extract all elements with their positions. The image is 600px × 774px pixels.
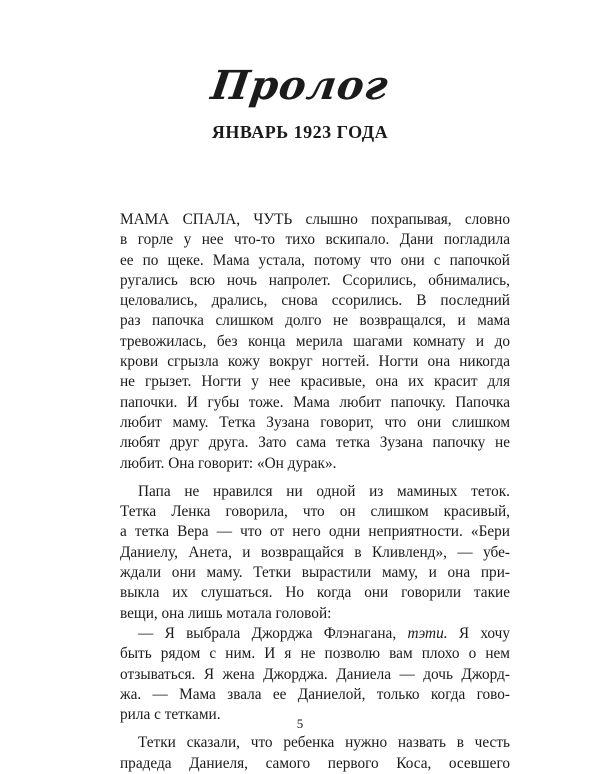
text-line: жа. — Мама звала ее Даниелой, только когда гово- bbox=[120, 685, 510, 703]
text-line: Тетка Ленка говорила, что он слишком красивый, bbox=[120, 503, 510, 521]
chapter-title: Пролог bbox=[208, 62, 392, 109]
text-line: тревожилась, без конца мерила шагами комнату и до bbox=[120, 332, 510, 350]
italic-word: тэти. bbox=[407, 624, 448, 642]
text-line: МАМА СПАЛА, ЧУТЬ слышно похрапывая, словно bbox=[120, 211, 510, 228]
paragraph-1 bbox=[120, 210, 510, 474]
text-line: — Я выбрала Джорджа Флэнагана, тэти. Я хочу bbox=[138, 624, 510, 642]
text-line: раз папочка слишком долго не возвращался, и мама bbox=[120, 312, 510, 330]
text-line: Даниелу, Анета, и возвращайся в Кливленд», — убе- bbox=[120, 543, 510, 561]
text-line: папочки. И губы тоже. Мама любит папочку. Папочка bbox=[120, 393, 510, 411]
text-line: рила с тетками. bbox=[120, 706, 221, 724]
paragraph-4 bbox=[120, 733, 510, 774]
text-line: любят друг друга. Зато сама тетка Зузана папочку не bbox=[120, 434, 510, 452]
text-line: Тетки сказали, что ребенка нужно назвать в честь bbox=[138, 734, 510, 752]
chapter-date: ЯНВАРЬ 1923 ГОДА bbox=[211, 122, 389, 142]
text-line: выкла их слушаться. Но когда они говорили такие bbox=[120, 584, 510, 602]
text-line: отзываться. Я жена Джорджа. Даниела — дочь Джорд- bbox=[120, 665, 510, 683]
text-line: в горле у нее что-то тихо вскипало. Дани погладила bbox=[120, 231, 510, 249]
text-line: любит. Она говорит: «Он дурак». bbox=[120, 454, 337, 472]
text-line: прадеда Даниеля, самого первого Коса, осевшего bbox=[120, 754, 510, 772]
text-line: целовались, дрались, снова ссорились. В последний bbox=[120, 292, 510, 310]
text-line: Папа не нравился ни одной из маминых теток. bbox=[138, 482, 510, 500]
text-line: быть рядом с ним. И я не позволю вам плохо о нем bbox=[120, 645, 510, 663]
text-line: не грызет. Ногти у нее красивые, она их красит для bbox=[120, 373, 510, 391]
page-number: 5 bbox=[296, 716, 304, 731]
text-line: крови сгрызла кожу вокруг ногтей. Ногти она никогда bbox=[120, 353, 510, 371]
paragraph-3 bbox=[120, 624, 510, 725]
body-text bbox=[120, 210, 510, 774]
text-line: вещи, она лишь мотала головой: bbox=[120, 604, 332, 622]
text-line: а тетка Вера — что от него одни неприятности. «Бери bbox=[120, 523, 510, 541]
text-line: ждали они маму. Тетки вырастили маму, и она при- bbox=[120, 564, 510, 582]
text-line: ее по щеке. Мама устала, потому что они с папочкой bbox=[120, 251, 510, 269]
text-line: ругались всю ночь напролет. Ссорились, обнимались, bbox=[120, 271, 510, 289]
text-line: любит маму. Тетка Зузана говорит, что они слишком bbox=[120, 413, 510, 431]
paragraph-2 bbox=[120, 482, 510, 624]
